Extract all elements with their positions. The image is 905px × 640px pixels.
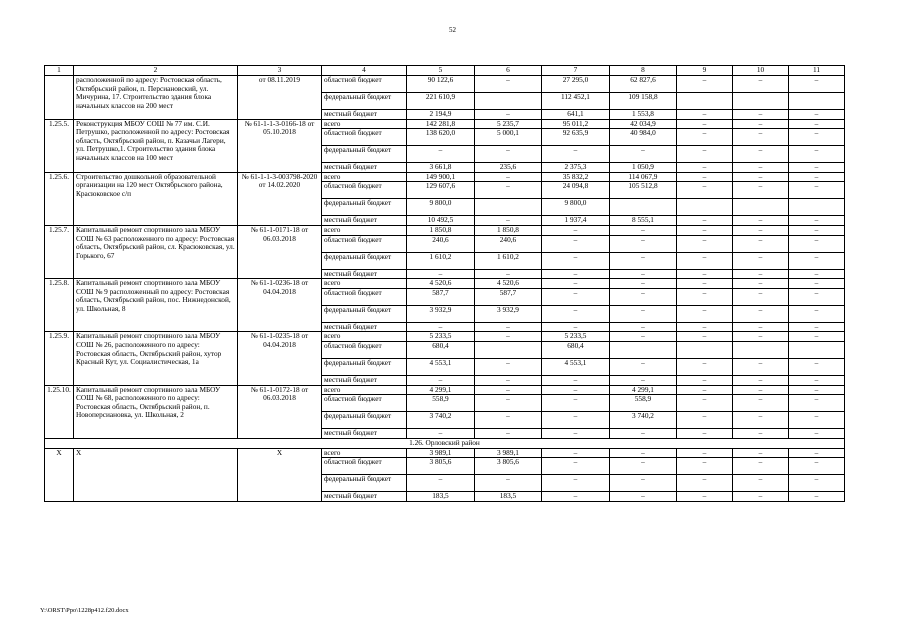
header-cell: 9 <box>677 66 733 76</box>
value-cell: – <box>542 385 610 395</box>
value-cell: – <box>542 146 610 163</box>
value-cell: 183,5 <box>407 492 475 502</box>
value-cell: – <box>677 119 733 129</box>
value-cell: 27 295,0 <box>542 76 610 93</box>
value-cell: – <box>789 429 845 439</box>
value-cell: 8 555,1 <box>610 216 677 226</box>
value-cell: – <box>677 216 733 226</box>
value-cell: – <box>789 492 845 502</box>
object-description: Капитальный ремонт спортивного зала МБОУ СОШ № 9 расположенный по адресу: Ростовская область, Октябрьский район, пос. Нижнедонской, ул. Школьная, 8 <box>74 279 238 332</box>
funding-source-label: федеральный бюджет <box>322 305 407 322</box>
value-cell: – <box>610 375 677 385</box>
value-cell: – <box>733 235 789 252</box>
funding-source-label: федеральный бюджет <box>322 412 407 429</box>
object-description: Капитальный ремонт спортивного зала МБОУ СОШ № 68, расположенного по адресу: Ростовская область, Октябрьский район, п. Новоперсиановка, ул. Школьная, 2 <box>74 385 238 438</box>
row-number <box>45 76 74 120</box>
header-cell: 10 <box>733 66 789 76</box>
funding-source-label: всего <box>322 172 407 182</box>
header-cell: 6 <box>475 66 542 76</box>
value-cell: – <box>789 458 845 475</box>
value-cell: 1 850,8 <box>475 225 542 235</box>
header-cell: 2 <box>74 66 238 76</box>
value-cell: 1 937,4 <box>542 216 610 226</box>
value-cell: 142 281,8 <box>407 119 475 129</box>
row-number: 1.25.8. <box>45 279 74 332</box>
value-cell: 35 832,2 <box>542 172 610 182</box>
value-cell: 10 492,5 <box>407 216 475 226</box>
value-cell <box>733 93 789 110</box>
value-cell: – <box>475 216 542 226</box>
value-cell: – <box>677 172 733 182</box>
document-number: № 61-1-0235-18 от 04.04.2018 <box>238 332 322 385</box>
value-cell: – <box>475 110 542 120</box>
table-row <box>45 225 845 235</box>
value-cell: 3 989,1 <box>407 448 475 458</box>
value-cell: – <box>677 129 733 146</box>
value-cell: – <box>733 385 789 395</box>
value-cell: – <box>475 375 542 385</box>
value-cell: 235,6 <box>475 163 542 173</box>
value-cell <box>789 341 845 358</box>
value-cell: – <box>789 163 845 173</box>
value-cell: – <box>677 252 733 269</box>
value-cell: – <box>610 252 677 269</box>
object-description: Реконструкция МБОУ СОШ № 77 им. С.И. Петрушко, расположенной по адресу: Ростовская область, Октябрьский район, п. Казачьи Лагери, ул. Петрушко,1. Строительство здания блока начальных классов на 100 мест <box>74 119 238 172</box>
funding-source-label: всего <box>322 385 407 395</box>
row-number: Х <box>45 448 74 501</box>
funding-source-label: местный бюджет <box>322 110 407 120</box>
value-cell: – <box>677 235 733 252</box>
value-cell: – <box>677 225 733 235</box>
value-cell: – <box>677 322 733 332</box>
value-cell: – <box>789 395 845 412</box>
value-cell: – <box>407 375 475 385</box>
section-title: 1.26. Орловский район <box>45 438 845 448</box>
value-cell: – <box>733 412 789 429</box>
value-cell: – <box>542 269 610 279</box>
funding-source-label: федеральный бюджет <box>322 199 407 216</box>
value-cell: 114 067,9 <box>610 172 677 182</box>
value-cell: – <box>677 358 733 375</box>
value-cell: – <box>677 163 733 173</box>
value-cell: 558,9 <box>407 395 475 412</box>
value-cell: – <box>789 110 845 120</box>
value-cell: – <box>733 448 789 458</box>
value-cell: – <box>733 129 789 146</box>
value-cell: 95 011,2 <box>542 119 610 129</box>
value-cell: 4 553,1 <box>542 358 610 375</box>
value-cell: – <box>542 235 610 252</box>
value-cell: – <box>733 279 789 289</box>
value-cell: – <box>475 412 542 429</box>
value-cell: – <box>677 279 733 289</box>
value-cell: – <box>789 76 845 93</box>
value-cell: – <box>733 332 789 342</box>
funding-source-label: местный бюджет <box>322 322 407 332</box>
value-cell: – <box>542 475 610 492</box>
value-cell: – <box>475 475 542 492</box>
value-cell: 3 740,2 <box>610 412 677 429</box>
value-cell: – <box>542 412 610 429</box>
funding-source-label: всего <box>322 332 407 342</box>
value-cell: – <box>677 412 733 429</box>
value-cell: 24 094,8 <box>542 182 610 199</box>
value-cell: 105 512,8 <box>610 182 677 199</box>
object-description: Капитальный ремонт спортивного зала МБОУ СОШ № 26, расположенного по адресу: Ростовская область, Октябрьский район, хутор Красный Кут, ул. Социалистическая, 1а <box>74 332 238 385</box>
value-cell: – <box>610 448 677 458</box>
value-cell: – <box>733 269 789 279</box>
value-cell: – <box>733 110 789 120</box>
value-cell: 112 452,1 <box>542 93 610 110</box>
funding-source-label: областной бюджет <box>322 235 407 252</box>
value-cell: – <box>789 216 845 226</box>
value-cell: 3 805,6 <box>475 458 542 475</box>
value-cell: – <box>542 279 610 289</box>
value-cell: 40 984,0 <box>610 129 677 146</box>
value-cell: – <box>542 448 610 458</box>
value-cell: – <box>677 475 733 492</box>
value-cell: – <box>733 305 789 322</box>
value-cell: – <box>610 358 677 375</box>
row-number: 1.25.7. <box>45 225 74 278</box>
value-cell: – <box>733 163 789 173</box>
value-cell <box>789 93 845 110</box>
value-cell: – <box>475 322 542 332</box>
funding-source-label: местный бюджет <box>322 163 407 173</box>
value-cell: 2 375,3 <box>542 163 610 173</box>
value-cell: – <box>789 269 845 279</box>
funding-source-label: федеральный бюджет <box>322 146 407 163</box>
value-cell: 5 235,7 <box>475 119 542 129</box>
value-cell: – <box>542 288 610 305</box>
value-cell: – <box>789 172 845 182</box>
funding-source-label: областной бюджет <box>322 182 407 199</box>
value-cell: – <box>475 182 542 199</box>
value-cell <box>677 199 733 216</box>
value-cell: – <box>789 288 845 305</box>
row-number: 1.25.6. <box>45 172 74 225</box>
value-cell: – <box>677 332 733 342</box>
value-cell: – <box>610 269 677 279</box>
value-cell: 3 661,8 <box>407 163 475 173</box>
value-cell: – <box>733 375 789 385</box>
value-cell: – <box>789 129 845 146</box>
value-cell: 1 050,9 <box>610 163 677 173</box>
footer-path: Y:\ORST\Ppo\1228p412.f20.docx <box>40 607 129 614</box>
value-cell: – <box>542 429 610 439</box>
funding-source-label: всего <box>322 119 407 129</box>
value-cell: – <box>789 475 845 492</box>
value-cell <box>610 199 677 216</box>
value-cell: – <box>789 322 845 332</box>
value-cell: – <box>677 492 733 502</box>
value-cell: – <box>789 332 845 342</box>
value-cell <box>677 93 733 110</box>
value-cell: 3 805,6 <box>407 458 475 475</box>
value-cell: – <box>789 252 845 269</box>
funding-source-label: федеральный бюджет <box>322 93 407 110</box>
value-cell <box>475 93 542 110</box>
funding-source-label: местный бюджет <box>322 269 407 279</box>
value-cell: – <box>677 395 733 412</box>
value-cell: 9 800,0 <box>542 199 610 216</box>
header-cell: 11 <box>789 66 845 76</box>
value-cell: 92 635,9 <box>542 129 610 146</box>
value-cell: 3 932,9 <box>407 305 475 322</box>
value-cell <box>475 199 542 216</box>
value-cell: – <box>610 322 677 332</box>
value-cell: 109 158,8 <box>610 93 677 110</box>
object-description: Капитальный ремонт спортивного зала МБОУ СОШ № 63 расположенного по адресу: Ростовская область, Октябрьский район, сл. Красюковская, ул. Горького, 67 <box>74 225 238 278</box>
value-cell: – <box>407 146 475 163</box>
row-number: 1.25.9. <box>45 332 74 385</box>
object-description: Х <box>74 448 238 501</box>
header-cell: 8 <box>610 66 677 76</box>
funding-source-label: федеральный бюджет <box>322 475 407 492</box>
value-cell: – <box>475 146 542 163</box>
funding-source-label: федеральный бюджет <box>322 358 407 375</box>
funding-source-label: всего <box>322 225 407 235</box>
value-cell: 138 620,0 <box>407 129 475 146</box>
value-cell: 2 194,9 <box>407 110 475 120</box>
value-cell: – <box>733 76 789 93</box>
value-cell: 183,5 <box>475 492 542 502</box>
budget-table <box>44 65 845 502</box>
value-cell: – <box>542 305 610 322</box>
table-row <box>45 172 845 182</box>
value-cell: – <box>789 358 845 375</box>
value-cell: – <box>542 492 610 502</box>
value-cell: – <box>475 429 542 439</box>
value-cell: 3 989,1 <box>475 448 542 458</box>
funding-source-label: местный бюджет <box>322 492 407 502</box>
value-cell: – <box>789 235 845 252</box>
document-number: № 61-1-0172-18 от 06.03.2018 <box>238 385 322 438</box>
value-cell <box>789 199 845 216</box>
value-cell: 149 900,1 <box>407 172 475 182</box>
value-cell: 4 299,1 <box>407 385 475 395</box>
object-description: Строительство дошкольной образовательной организации на 120 мест Октябрьского района, Красюковское с/п <box>74 172 238 225</box>
funding-source-label: областной бюджет <box>322 288 407 305</box>
value-cell: – <box>475 358 542 375</box>
value-cell: 4 299,1 <box>610 385 677 395</box>
value-cell: 680,4 <box>542 341 610 358</box>
value-cell: – <box>542 225 610 235</box>
section-row <box>45 438 845 448</box>
value-cell: 240,6 <box>407 235 475 252</box>
value-cell: – <box>789 305 845 322</box>
funding-source-label: всего <box>322 448 407 458</box>
value-cell: – <box>789 385 845 395</box>
value-cell: 1 610,2 <box>407 252 475 269</box>
value-cell: – <box>677 146 733 163</box>
table-row <box>45 76 845 93</box>
value-cell: – <box>407 322 475 332</box>
value-cell: – <box>542 252 610 269</box>
value-cell: – <box>610 429 677 439</box>
funding-source-label: областной бюджет <box>322 129 407 146</box>
value-cell: – <box>610 492 677 502</box>
value-cell: – <box>733 216 789 226</box>
value-cell: – <box>733 146 789 163</box>
value-cell: – <box>610 332 677 342</box>
value-cell: 558,9 <box>610 395 677 412</box>
value-cell: – <box>733 172 789 182</box>
value-cell <box>610 341 677 358</box>
value-cell: 3 932,9 <box>475 305 542 322</box>
value-cell: 1 553,8 <box>610 110 677 120</box>
value-cell: 4 520,6 <box>407 279 475 289</box>
row-number: 1.25.10. <box>45 385 74 438</box>
header-cell: 7 <box>542 66 610 76</box>
table-row <box>45 385 845 395</box>
funding-source-label: всего <box>322 279 407 289</box>
value-cell: – <box>677 305 733 322</box>
value-cell: – <box>610 279 677 289</box>
value-cell: – <box>733 322 789 332</box>
value-cell: – <box>733 429 789 439</box>
value-cell: – <box>677 76 733 93</box>
value-cell: – <box>475 332 542 342</box>
value-cell: – <box>475 269 542 279</box>
funding-source-label: местный бюджет <box>322 429 407 439</box>
document-number: № 61-1-1-3-003798-2020 от 14.02.2020 <box>238 172 322 225</box>
value-cell: – <box>733 475 789 492</box>
value-cell: – <box>407 269 475 279</box>
value-cell: – <box>542 375 610 385</box>
table-body <box>45 76 845 502</box>
value-cell: 9 800,0 <box>407 199 475 216</box>
value-cell: – <box>733 119 789 129</box>
value-cell: 587,7 <box>407 288 475 305</box>
value-cell: – <box>610 475 677 492</box>
value-cell <box>733 341 789 358</box>
value-cell: – <box>789 225 845 235</box>
value-cell: – <box>542 322 610 332</box>
value-cell: – <box>789 182 845 199</box>
document-number: Х <box>238 448 322 501</box>
value-cell: 90 122,6 <box>407 76 475 93</box>
document-number: № 61-1-0236-18 от 04.04.2018 <box>238 279 322 332</box>
value-cell: – <box>542 458 610 475</box>
value-cell <box>677 341 733 358</box>
value-cell: – <box>677 182 733 199</box>
header-row <box>45 66 845 76</box>
value-cell: – <box>677 375 733 385</box>
object-description: расположенной по адресу: Ростовская область, Октябрьский район, п. Персиановский, ул. Мичурина, 17. Строительство здания блока начальных классов на 200 мест <box>74 76 238 120</box>
value-cell: – <box>677 448 733 458</box>
funding-source-label: областной бюджет <box>322 458 407 475</box>
value-cell: 680,4 <box>407 341 475 358</box>
value-cell: – <box>789 146 845 163</box>
value-cell <box>733 199 789 216</box>
value-cell: – <box>733 252 789 269</box>
document-number: № 61-1-1-3-0166-18 от 05.10.2018 <box>238 119 322 172</box>
value-cell: 1 850,8 <box>407 225 475 235</box>
page-number: 52 <box>449 26 456 34</box>
value-cell: – <box>475 395 542 412</box>
value-cell: – <box>407 429 475 439</box>
funding-source-label: областной бюджет <box>322 76 407 93</box>
value-cell: – <box>610 305 677 322</box>
value-cell: – <box>789 119 845 129</box>
header-cell: 3 <box>238 66 322 76</box>
value-cell: 62 827,6 <box>610 76 677 93</box>
funding-source-label: областной бюджет <box>322 341 407 358</box>
value-cell: 3 740,2 <box>407 412 475 429</box>
row-number: 1.25.5. <box>45 119 74 172</box>
value-cell: – <box>677 429 733 439</box>
value-cell: 641,1 <box>542 110 610 120</box>
value-cell: – <box>542 395 610 412</box>
value-cell: 5 233,5 <box>407 332 475 342</box>
value-cell <box>475 341 542 358</box>
value-cell: – <box>733 225 789 235</box>
value-cell: – <box>733 358 789 375</box>
funding-source-label: местный бюджет <box>322 216 407 226</box>
value-cell: – <box>610 458 677 475</box>
value-cell: – <box>733 395 789 412</box>
value-cell: – <box>610 288 677 305</box>
value-cell: – <box>733 288 789 305</box>
value-cell: – <box>677 385 733 395</box>
value-cell: 129 607,6 <box>407 182 475 199</box>
value-cell: – <box>733 458 789 475</box>
value-cell: 587,7 <box>475 288 542 305</box>
value-cell: – <box>789 375 845 385</box>
value-cell: 5 233,5 <box>542 332 610 342</box>
value-cell: – <box>610 225 677 235</box>
value-cell: – <box>610 235 677 252</box>
value-cell: – <box>677 288 733 305</box>
document-number: от 08.11.2019 <box>238 76 322 120</box>
value-cell: 240,6 <box>475 235 542 252</box>
table-row <box>45 279 845 289</box>
value-cell: 4 553,1 <box>407 358 475 375</box>
table-row <box>45 119 845 129</box>
value-cell: 221 610,9 <box>407 93 475 110</box>
funding-source-label: федеральный бюджет <box>322 252 407 269</box>
value-cell: 42 034,9 <box>610 119 677 129</box>
value-cell: 4 520,6 <box>475 279 542 289</box>
header-cell: 5 <box>407 66 475 76</box>
funding-source-label: областной бюджет <box>322 395 407 412</box>
value-cell: – <box>677 110 733 120</box>
table-row <box>45 332 845 342</box>
funding-source-label: местный бюджет <box>322 375 407 385</box>
header-cell: 1 <box>45 66 74 76</box>
value-cell: – <box>677 458 733 475</box>
table-row <box>45 448 845 458</box>
value-cell: – <box>475 76 542 93</box>
value-cell: – <box>789 448 845 458</box>
value-cell: – <box>733 492 789 502</box>
value-cell: – <box>475 385 542 395</box>
value-cell: – <box>733 182 789 199</box>
value-cell: – <box>677 269 733 279</box>
value-cell: – <box>610 146 677 163</box>
document-number: № 61-1-0171-18 от 06.03.2018 <box>238 225 322 278</box>
value-cell: 5 000,1 <box>475 129 542 146</box>
value-cell: – <box>475 172 542 182</box>
value-cell: 1 610,2 <box>475 252 542 269</box>
value-cell: – <box>789 279 845 289</box>
header-cell: 4 <box>322 66 407 76</box>
value-cell: – <box>407 475 475 492</box>
value-cell: – <box>789 412 845 429</box>
